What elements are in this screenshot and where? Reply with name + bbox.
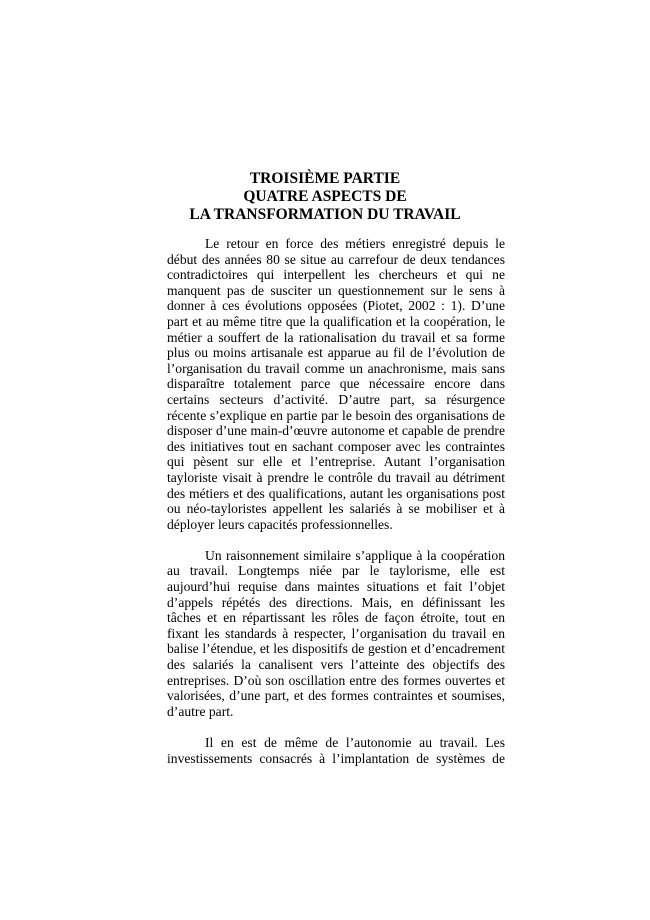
title-line-3: LA TRANSFORMATION DU TRAVAIL — [189, 206, 461, 223]
body-text — [167, 236, 505, 766]
title-line-2: QUATRE ASPECTS DE — [243, 188, 407, 205]
title-line-1: TROISIÈME PARTIE — [249, 170, 401, 187]
paragraph-2: Un raisonnement similaire s’applique à la coopération au travail. Longtemps niée par le taylorisme, elle est aujourd’hui requise dans maintes situations et fait l’objet d’appels répétés des directions. Mais, en définissant les tâches et en répartissant les rôles de façon étroite, tout en fixant les standards à respecter, l’organisation du travail en balise l’étendue, et les dispositifs de gestion et d’encadrement des salariés la canalisent vers l’atteinte des objectifs des entreprises. D’où son oscillation entre des formes ouvertes et valorisées, d’une part, et des formes contraintes et soumises, d’autre part. — [167, 547, 505, 719]
paragraph-1: Le retour en force des métiers enregistré depuis le début des années 80 se situe au carrefour de deux tendances contradictoires qui interpellent les chercheurs et qui ne manquent pas de susciter un questionnement sur le sens à donner à ces évolutions opposées (Piotet, 2002 : 1). D’une part et au même titre que la qualification et la coopération, le métier a souffert de la rationalisation du travail et sa forme plus ou moins artisanale est apparue au fil de l’évolution de l’organisation du travail comme un anachronisme, mais sans disparaître totalement parce que nécessaire encore dans certains secteurs d’activité. D’autre part, sa résurgence récente s’explique en partie par le besoin des organisations de disposer d’une main-d’œuvre autonome et capable de prendre des initiatives tout en sachant composer avec les contraintes qui pèsent sur elle et l’entreprise. Autant l’organisation tayloriste visait à prendre le contrôle du travail au détriment des métiers et des qualifications, autant les organisations post ou néo-tayloristes appellent les salariés à se mobiliser et à déployer leurs capacités professionnelles. — [167, 236, 505, 532]
paragraph-3: Il en est de même de l’autonomie au travail. Les investissements consacrés à l’implantation de systèmes de — [167, 735, 505, 766]
page-title — [0, 170, 650, 224]
